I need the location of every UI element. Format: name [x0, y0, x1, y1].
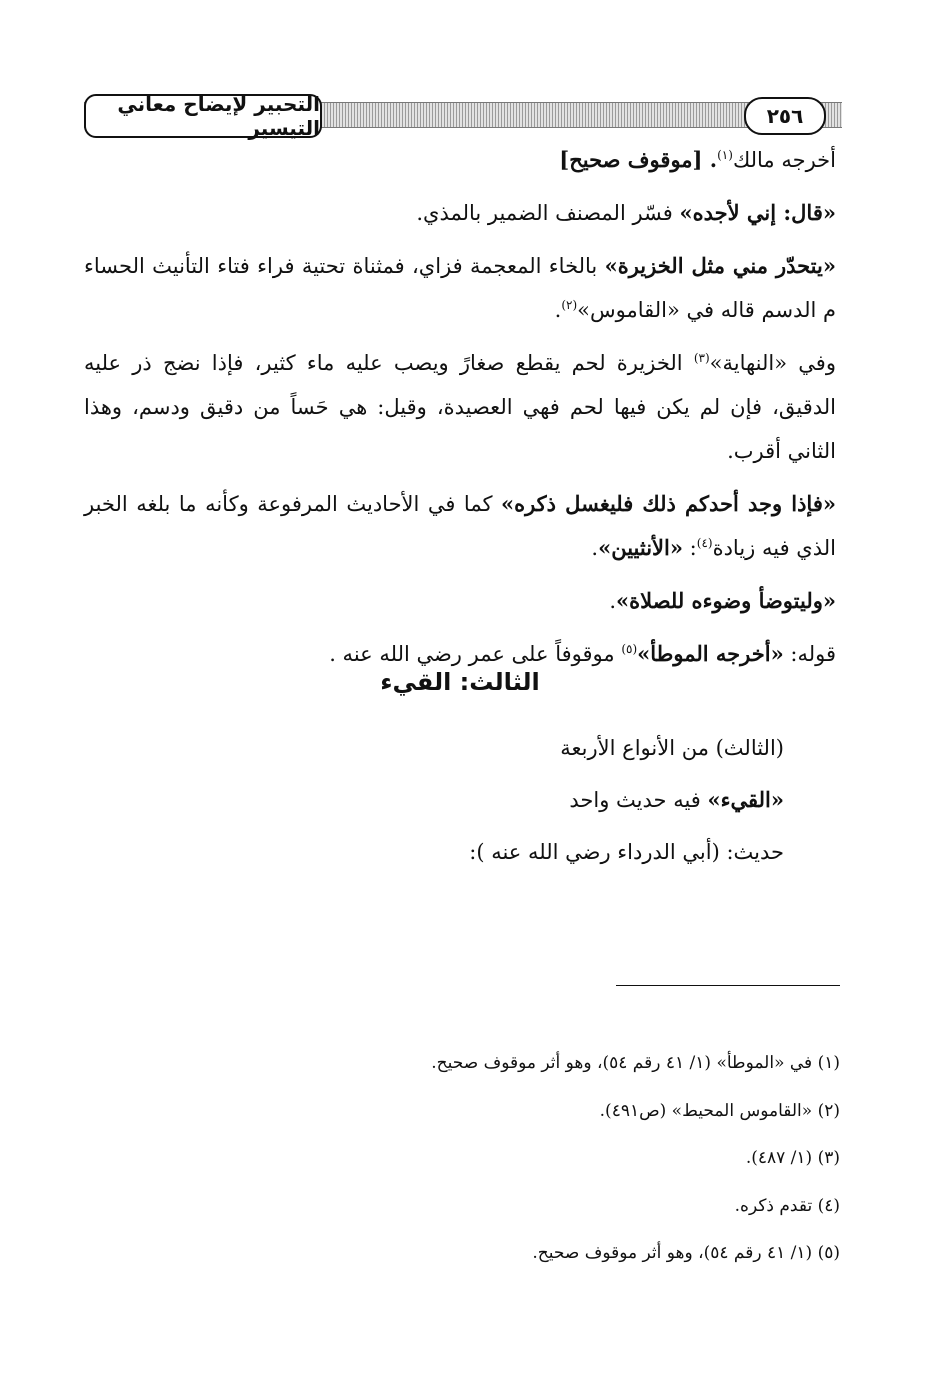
p4-tail: الخزيرة لحم يقطع صغارً ويصب عليه ماء كثير، فإذا نضج ذر عليه الدقيق، فإن لم يكن فيها لحم فهي العصيدة، وقيل: هي حَساً من دقيق ودسم، وهذا الثاني أقرب.: [84, 351, 836, 463]
paragraph-5: [84, 482, 836, 570]
footnote-ref-3: (٣): [693, 351, 710, 365]
section-line-2-text: فيه حديث واحد: [569, 788, 708, 812]
p3-quote: «يتحدّر مني مثل الخزيرة»: [604, 253, 836, 278]
p5-quote: «فإذا وجد أحدكم ذلك فليغسل ذكره»: [500, 491, 836, 516]
footnote-4: (٤) تقدم ذكره.: [734, 1195, 840, 1216]
p3-text: بالخاء المعجمة فزاي، فمثناة تحتية فراء فتاء التأنيث الحساء م الدسم قاله في «القاموس»: [84, 254, 836, 322]
p7-quote: «أخرجه الموطأ»: [637, 641, 784, 666]
p2-text: فسّر المصنف الضمير بالمذي.: [416, 201, 680, 225]
paragraph-6: [84, 579, 836, 623]
section-line-3: حديث: (أبي الدرداء رضي الله عنه ):: [469, 840, 784, 864]
p2-quote: «قال: إني لأجده»: [679, 200, 836, 225]
footnote-5: (٥) (١/ ٤١ رقم ٥٤)، وهو أثر موقوف صحيح.: [532, 1243, 840, 1263]
p7-text: قوله:: [783, 642, 836, 666]
p5-text: كما في الأحاديث المرفوعة وكأنه ما بلغه الخبر الذي فيه زيادة: [84, 492, 836, 560]
book-title: التحبير لإيضاح معاني التيسير: [84, 94, 322, 138]
section-heading: الثالث: القيء: [380, 668, 540, 696]
section-line-2: [84, 774, 784, 826]
section-body: [84, 722, 784, 878]
p1-grade: . [موقوف صحيح]: [559, 147, 718, 172]
footnote-divider: [616, 985, 840, 986]
section-line-2-quote: «القيء»: [707, 787, 784, 812]
paragraph-3: [84, 244, 836, 332]
paragraph-2: [84, 191, 836, 235]
p4-text: وفي «النهاية»: [709, 351, 836, 375]
p6-quote: «وليتوضأ وضوءه للصلاة»: [616, 588, 836, 613]
p6-tail: .: [609, 589, 617, 613]
running-header: [84, 90, 842, 142]
section-line-1: (الثالث) من الأنواع الأربعة: [560, 736, 784, 760]
p3-tail: .: [554, 298, 562, 322]
footnote-1: (١) في «الموطأ» (١/ ٤١ رقم ٥٤)، وهو أثر موقوف صحيح.: [431, 1053, 840, 1073]
p5-mid: :: [682, 536, 697, 560]
footnote-3: (٣) (١/ ٤٨٧).: [745, 1148, 840, 1168]
footnotes: [84, 1040, 840, 1278]
p5-quote-2: «الأنثيين»: [598, 535, 683, 560]
footnote-ref-2: (٢): [561, 298, 578, 312]
footnote-ref-5: (٥): [621, 642, 638, 656]
page-number: ٢٥٦: [744, 97, 826, 135]
p7-tail: موقوفاً على عمر رضي الله عنه .: [329, 642, 622, 666]
paragraph-1: [84, 138, 836, 182]
paragraph-4: [84, 341, 836, 473]
footnote-ref-4: (٤): [696, 536, 713, 550]
footnote-2: (٢) «القاموس المحيط» (ص٤٩١).: [599, 1100, 840, 1121]
p5-tail: .: [591, 536, 599, 560]
main-text: [84, 138, 836, 685]
footnote-ref-1: (١): [717, 148, 733, 162]
p1-text: أخرجه مالك: [732, 148, 836, 172]
